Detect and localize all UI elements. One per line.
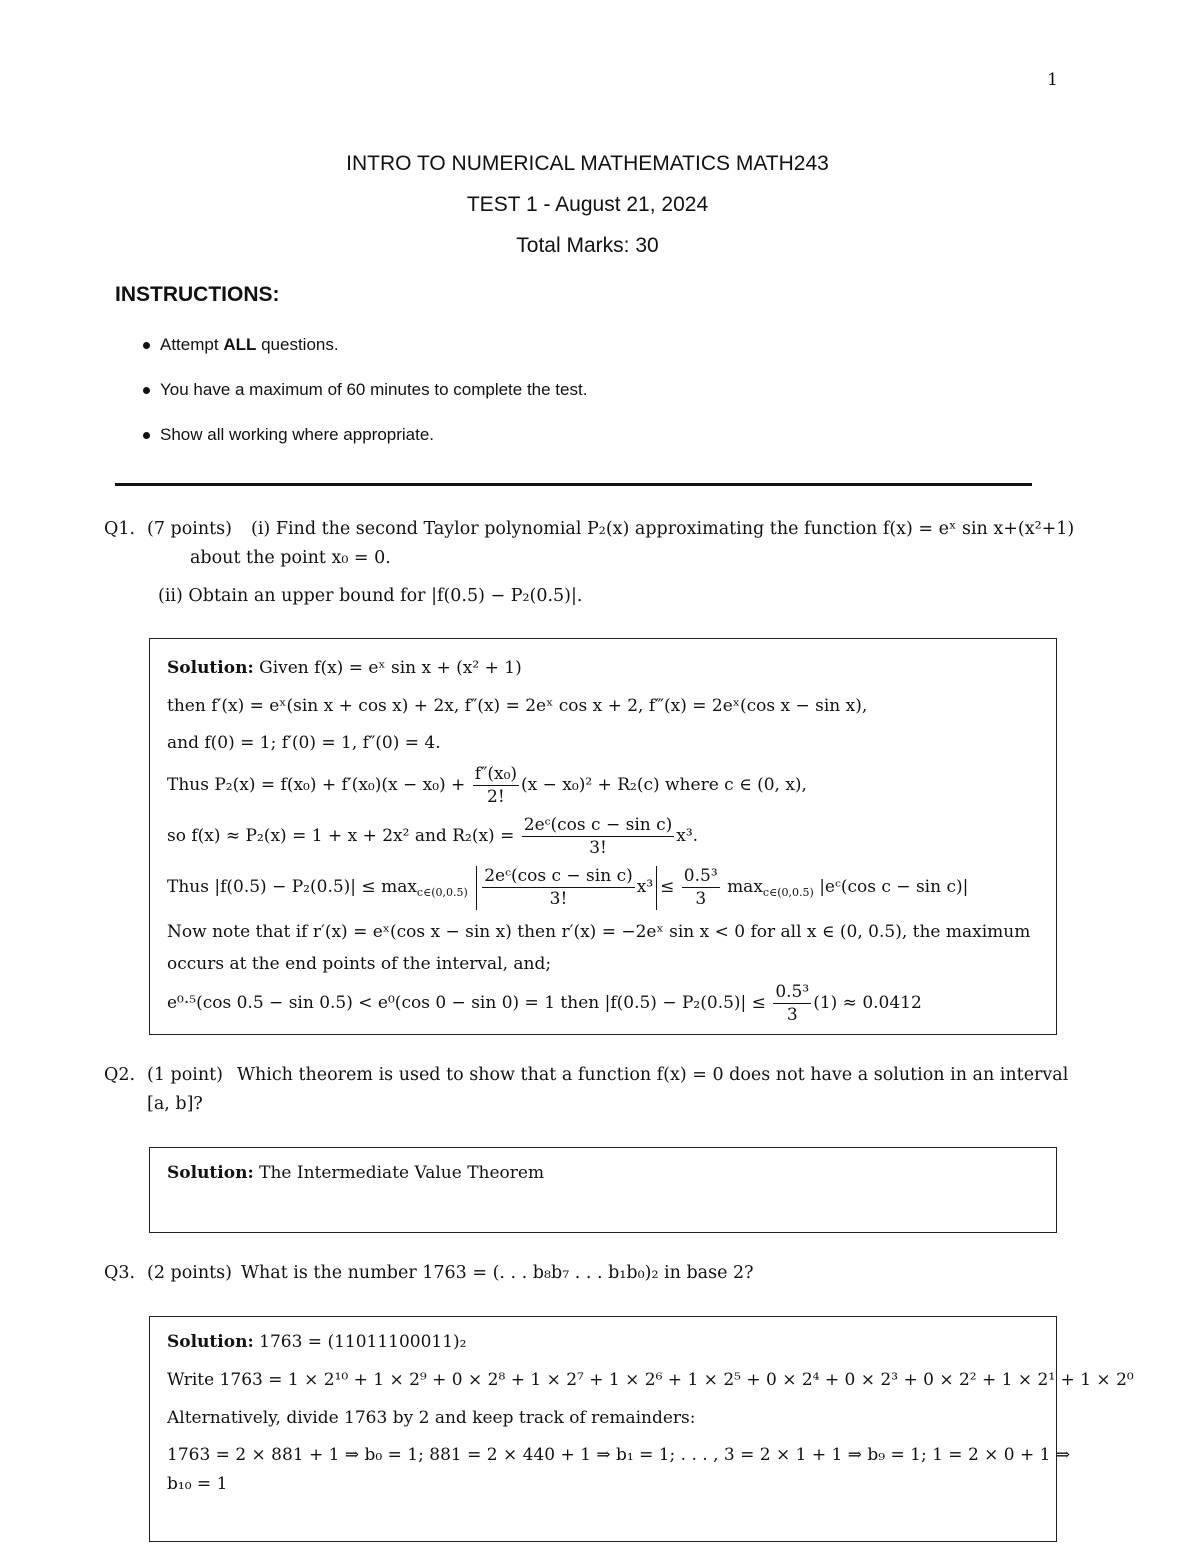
bullet-icon [143, 432, 150, 439]
q1-solution-line: e⁰·⁵(cos 0.5 − sin 0.5) < e⁰(cos 0 − sin 0) = 1 then |f(0.5) − P₂(0.5)| ≤ $\frac{\text{0.5³}}{3}$ (1) ≈ 0.0412 [167, 982, 922, 1025]
q3-solution-line: Solution: 1763 = (11011100011)₂ [167, 1332, 467, 1352]
course-title: INTRO TO NUMERICAL MATHEMATICS MATH243 [346, 152, 829, 175]
q3-label: Q3. [104, 1263, 136, 1283]
total-marks: Total Marks: 30 [516, 234, 659, 257]
test-title: TEST 1 - August 21, 2024 [466, 193, 709, 216]
q1-part1-cont: about the point x₀ = 0. [190, 548, 391, 568]
bullet-icon [143, 387, 150, 394]
q1-solution-line: occurs at the end points of the interval, and; [167, 954, 552, 974]
page-number: 1 [1047, 70, 1058, 90]
instruction-item: Attempt ALL questions. [143, 335, 339, 355]
q1-solution-line: then f′(x) = eˣ(sin x + cos x) + 2x, f″(x) = 2eˣ cos x + 2, f‴(x) = 2eˣ(cos x − sin x), [167, 696, 868, 716]
q1-solution-line: Thus P₂(x) = f(x₀) + f′(x₀)(x − x₀) + $\frac{\text{f″(x₀)}}{2!}$ (x − x₀)² + R₂(c) where c ∈ (0, x), [167, 764, 807, 807]
q3-solution-line: b₁₀ = 1 [167, 1474, 228, 1494]
q3-text: What is the number 1763 = (. . . b₈b₇ . . . b₁b₀)₂ in base 2? [241, 1263, 754, 1283]
instruction-item: Show all working where appropriate. [143, 425, 434, 445]
q2-text-cont: [a, b]? [147, 1094, 203, 1114]
q1-solution-line: and f(0) = 1; f′(0) = 1, f″(0) = 4. [167, 733, 441, 753]
q3-solution-line: Alternatively, divide 1763 by 2 and keep track of remainders: [167, 1408, 696, 1428]
q1-solution-line: Now note that if r′(x) = eˣ(cos x − sin x) then r′(x) = −2eˣ sin x < 0 for all x ∈ (0, 0.5), the maximum [167, 922, 1031, 942]
q1-label: Q1. [104, 519, 136, 539]
q1-points: (7 points) [147, 519, 232, 539]
q2-solution-line: Solution: The Intermediate Value Theorem [167, 1163, 545, 1183]
bullet-icon [143, 342, 150, 349]
q3-solution-line: 1763 = 2 × 881 + 1 ⇒ b₀ = 1; 881 = 2 × 440 + 1 ⇒ b₁ = 1; . . . , 3 = 2 × 1 + 1 ⇒ b₉ = 1; 1 = 2 × 0 + 1 ⇒ [167, 1445, 1071, 1465]
q2-text: Which theorem is used to show that a function f(x) = 0 does not have a solution in an interval [237, 1065, 1069, 1085]
divider [115, 483, 1032, 486]
q1-part2: (ii) Obtain an upper bound for |f(0.5) − P₂(0.5)|. [158, 586, 583, 606]
q1-solution-line: Thus $|f(0.5) - P_2(0.5)| \le \max_{c\in(0,0.5)}$ $\frac{\text{2eᶜ(cos c − sin c)}}{3!}$ x³ ≤ $\frac{\text{0.5³}}{3}$ $\max_{c\in(0,0.5)}$ |eᶜ(cos c − sin c)| [167, 866, 969, 909]
instruction-item: You have a maximum of 60 minutes to complete the test. [143, 380, 587, 400]
q1-solution-line: Solution: Given f(x) = eˣ sin x + (x² + 1) [167, 658, 522, 678]
q1-solution-line: so f(x) ≈ P₂(x) = 1 + x + 2x² and R₂(x) = $\frac{\text{2eᶜ(cos c − sin c)}}{3!}$ x³. [167, 815, 699, 858]
q2-label: Q2. [104, 1065, 136, 1085]
q3-points: (2 points) [147, 1263, 232, 1283]
q2-solution-box [149, 1147, 1057, 1233]
q1-part1: (i) Find the second Taylor polynomial P₂(x) approximating the function f(x) = eˣ sin x+(x²+1) [251, 519, 1075, 539]
q2-points: (1 point) [147, 1065, 223, 1085]
instructions-heading: INSTRUCTIONS: [115, 283, 280, 306]
q3-solution-line: Write 1763 = 1 × 2¹⁰ + 1 × 2⁹ + 0 × 2⁸ + 1 × 2⁷ + 1 × 2⁶ + 1 × 2⁵ + 0 × 2⁴ + 0 × 2³ + 0 × 2² + 1 × 2¹ + 1 × 2⁰ [167, 1370, 1134, 1390]
